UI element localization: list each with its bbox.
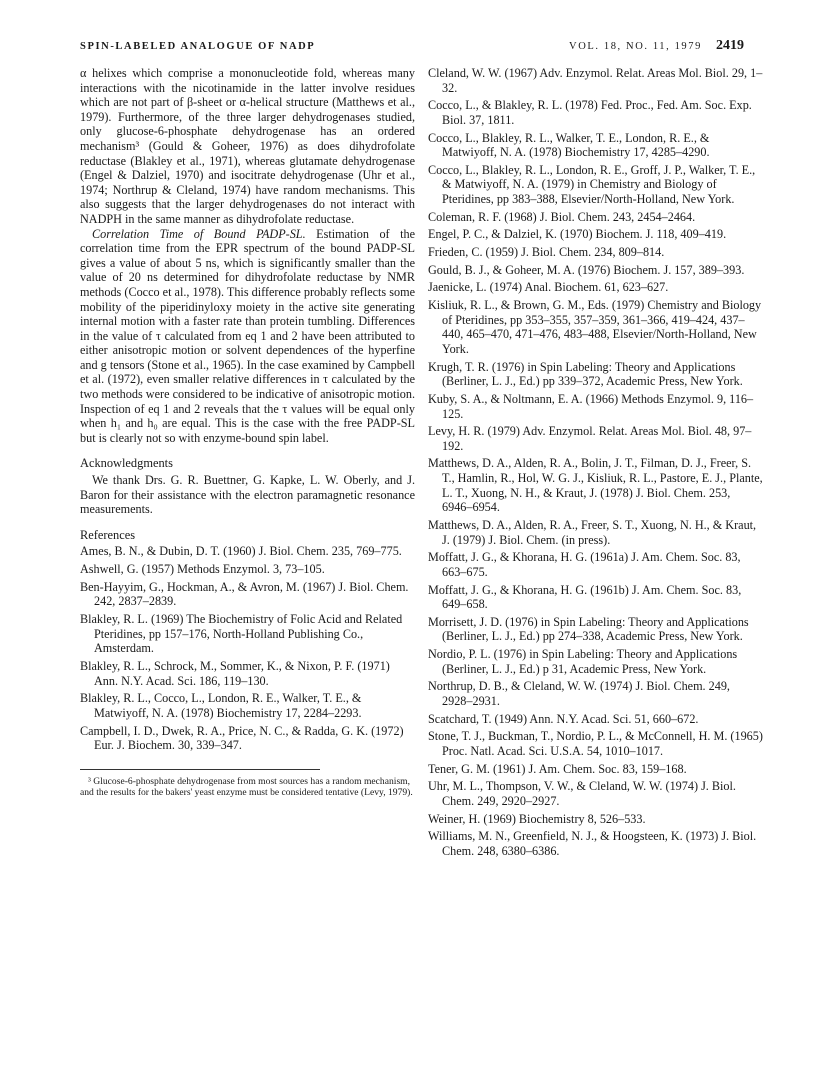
reference-item: Scatchard, T. (1949) Ann. N.Y. Acad. Sci. 51, 660–672.: [428, 711, 699, 726]
reference-item: Williams, M. N., Greenfield, N. J., & Hoogsteen, K. (1973) J. Biol. Chem. 248, 6380–6386.: [428, 829, 757, 858]
reference-item: Uhr, M. L., Thompson, V. W., & Cleland, W. W. (1974) J. Biol. Chem. 249, 2920–2927.: [428, 779, 736, 808]
reference-item: Krugh, T. R. (1976) in Spin Labeling: Theory and Applications (Berliner, L. J., Ed.) pp 339–372, Academic Press, New York.: [428, 359, 743, 389]
reference-item: Ashwell, G. (1957) Methods Enzymol. 3, 73–105.: [80, 562, 325, 577]
reference-item: Ben-Hayyim, G., Hockman, A., & Avron, M. (1967) J. Biol. Chem. 242, 2837–2839.: [80, 579, 409, 609]
right-column: [428, 66, 763, 862]
reference-item: Cocco, L., & Blakley, R. L. (1978) Fed. Proc., Fed. Am. Soc. Exp. Biol. 37, 1811.: [428, 98, 752, 127]
reference-list-left: [80, 544, 415, 752]
reference-item: Jaenicke, L. (1974) Anal. Biochem. 61, 623–627.: [428, 280, 669, 295]
correlation-text: Estimation of the correlation time from the EPR spectrum of the bound PADP-SL gives a value of about 5 ns, which is significantly smaller than the value of 20 ns determined for dihydrofolate reductase by NMR methods (Cocco et al., 1978). This difference probably reflects some mobility of the piperidinyloxy moiety in the active site generating internal motion with a faster rate than protein tumbling. Differences in the value of τ calculated from eq 1 and 2 have been attributed to either anisotropic motion or solvent dependences of the hyperfine and g tensors (Stone et al., 1965). In the case examined by Campbell et al. (1972), even smaller relative differences in τ calculated by the two methods were considered to be indicative of anisotropic motion. Inspection of eq 1 and 2 reveals that the τ values will be equal only when h₁ and h₀ are equal. This is the case with the free PADP-SL but is clearly not so with enzyme-bound spin label.: [80, 226, 415, 445]
reference-item: Frieden, C. (1959) J. Biol. Chem. 234, 809–814.: [428, 245, 665, 260]
correlation-heading: Correlation Time of Bound PADP-SL.: [92, 226, 306, 241]
reference-item: Blakley, R. L. (1969) The Biochemistry of Folic Acid and Related Pteridines, pp 157–176, North-Holland Publishing Co., Amsterdam.: [80, 612, 403, 656]
reference-item: Matthews, D. A., Alden, R. A., Bolin, J. T., Filman, D. J., Freer, S. T., Hamlin, R., Hol, W. G. J., Kisliuk, R. L., Pastore, E. J., Plante, L. T., Xuong, N. H., & Kraut, J. (1978) J. Biol. Chem. 253, 6946–6954.: [428, 456, 763, 515]
reference-item: Levy, H. R. (1979) Adv. Enzymol. Relat. Areas Mol. Biol. 48, 97–192.: [428, 424, 752, 453]
reference-item: Campbell, I. D., Dwek, R. A., Price, N. C., & Radda, G. K. (1972) Eur. J. Biochem. 30, 339–347.: [80, 723, 404, 753]
page-number: 2419: [716, 38, 744, 53]
reference-item: Kisliuk, R. L., & Brown, G. M., Eds. (1979) Chemistry and Biology of Pteridines, pp 353–355, 357–359, 361–366, 419–424, 437–440, 465–470, 471–476, 483–488, Elsevier/North-Holland, New York.: [428, 298, 762, 356]
continuation-paragraph: α helixes which comprise a mononucleotide fold, whereas many interactions with the nicotinamide in the latter involve residues which are not part of β-sheet or α-helical structure (Matthews et al., 1979). Furthermore, of the three larger dehydrogenases studied, only glucose-6-phosphate dehydrogenase has an ordered mechanism³ (Gould & Goheer, 1976) as does dihydrofolate reductase (Blakley et al., 1971), whereas glutamate dehydrogenase (Engel & Dalziel, 1970) and isocitrate dehydrogenase (Uhr et al., 1974; Northrup & Cleland, 1974) have random mechanisms. This also suggests that the larger dehydrogenases do not interact with NADPH in the same manner as dihydrofolate reductase.: [80, 66, 415, 226]
left-column: [80, 66, 415, 799]
reference-item: Northrup, D. B., & Cleland, W. W. (1974) J. Biol. Chem. 249, 2928–2931.: [428, 679, 730, 708]
reference-item: Ames, B. N., & Dubin, D. T. (1960) J. Biol. Chem. 235, 769–775.: [80, 544, 402, 559]
reference-item: Blakley, R. L., Schrock, M., Sommer, K., & Nixon, P. F. (1971) Ann. N.Y. Acad. Sci. 186, 119–130.: [80, 658, 390, 688]
reference-item: Tener, G. M. (1961) J. Am. Chem. Soc. 83, 159–168.: [428, 761, 687, 776]
reference-item: Kuby, S. A., & Noltmann, E. A. (1966) Methods Enzymol. 9, 116–125.: [428, 391, 754, 421]
running-title: SPIN-LABELED ANALOGUE OF NADP: [80, 41, 316, 52]
reference-item: Nordio, P. L. (1976) in Spin Labeling: Theory and Applications (Berliner, L. J., Ed.) p 31, Academic Press, New York.: [428, 647, 738, 676]
reference-item: Cocco, L., Blakley, R. L., Walker, T. E., London, R. E., & Matwiyoff, N. A. (1978) Biochemistry 17, 4285–4290.: [428, 130, 710, 160]
reference-item: Engel, P. C., & Dalziel, K. (1970) Biochem. J. 118, 409–419.: [428, 227, 727, 242]
acknowledgments-paragraph: We thank Drs. G. R. Buettner, G. Kapke, L. W. Oberly, and J. Baron for their assistance with the electron paramagnetic resonance measurements.: [80, 473, 415, 517]
volume-info: VOL. 18, NO. 11, 1979: [569, 41, 702, 52]
correlation-paragraph: [80, 227, 415, 446]
reference-item: Gould, B. J., & Goheer, M. A. (1976) Biochem. J. 157, 389–393.: [428, 262, 745, 277]
reference-item: Blakley, R. L., Cocco, L., London, R. E., Walker, T. E., & Matwiyoff, N. A. (1978) Biochemistry 17, 2284–2293.: [80, 691, 362, 720]
running-header: [80, 38, 744, 58]
footnote-divider: [80, 769, 320, 770]
footnote: ³ Glucose-6-phosphate dehydrogenase from most sources has a random mechanism, and the results for the bakers' yeast enzyme must be considered tentative (Levy, 1979).: [80, 775, 413, 799]
references-heading: References: [80, 527, 136, 542]
reference-item: Coleman, R. F. (1968) J. Biol. Chem. 243, 2454–2464.: [428, 209, 696, 224]
reference-item: Cleland, W. W. (1967) Adv. Enzymol. Relat. Areas Mol. Biol. 29, 1–32.: [428, 66, 763, 95]
reference-item: Stone, T. J., Buckman, T., Nordio, P. L., & McConnell, H. M. (1965) Proc. Natl. Acad. Sci. U.S.A. 54, 1010–1017.: [428, 729, 763, 758]
reference-item: Weiner, H. (1969) Biochemistry 8, 526–533.: [428, 811, 646, 826]
reference-item: Morrisett, J. D. (1976) in Spin Labeling: Theory and Applications (Berliner, L. J., Ed.) pp 274–338, Academic Press, New York.: [428, 614, 749, 644]
reference-item: Matthews, D. A., Alden, R. A., Freer, S. T., Xuong, N. H., & Kraut, J. (1979) J. Biol. Chem. (in press).: [428, 517, 757, 547]
reference-item: Moffatt, J. G., & Khorana, H. G. (1961b) J. Am. Chem. Soc. 83, 649–658.: [428, 582, 742, 612]
reference-list-right: [428, 66, 763, 858]
reference-item: Cocco, L., Blakley, R. L., London, R. E., Groff, J. P., Walker, T. E., & Matwiyoff, N. A. (1979) in Chemistry and Biology of Pteridines, pp 383–388, Elsevier/North-Holland, New York.: [428, 162, 756, 207]
reference-item: Moffatt, J. G., & Khorana, H. G. (1961a) J. Am. Chem. Soc. 83, 663–675.: [428, 550, 741, 579]
acknowledgments-heading: Acknowledgments: [80, 456, 173, 471]
